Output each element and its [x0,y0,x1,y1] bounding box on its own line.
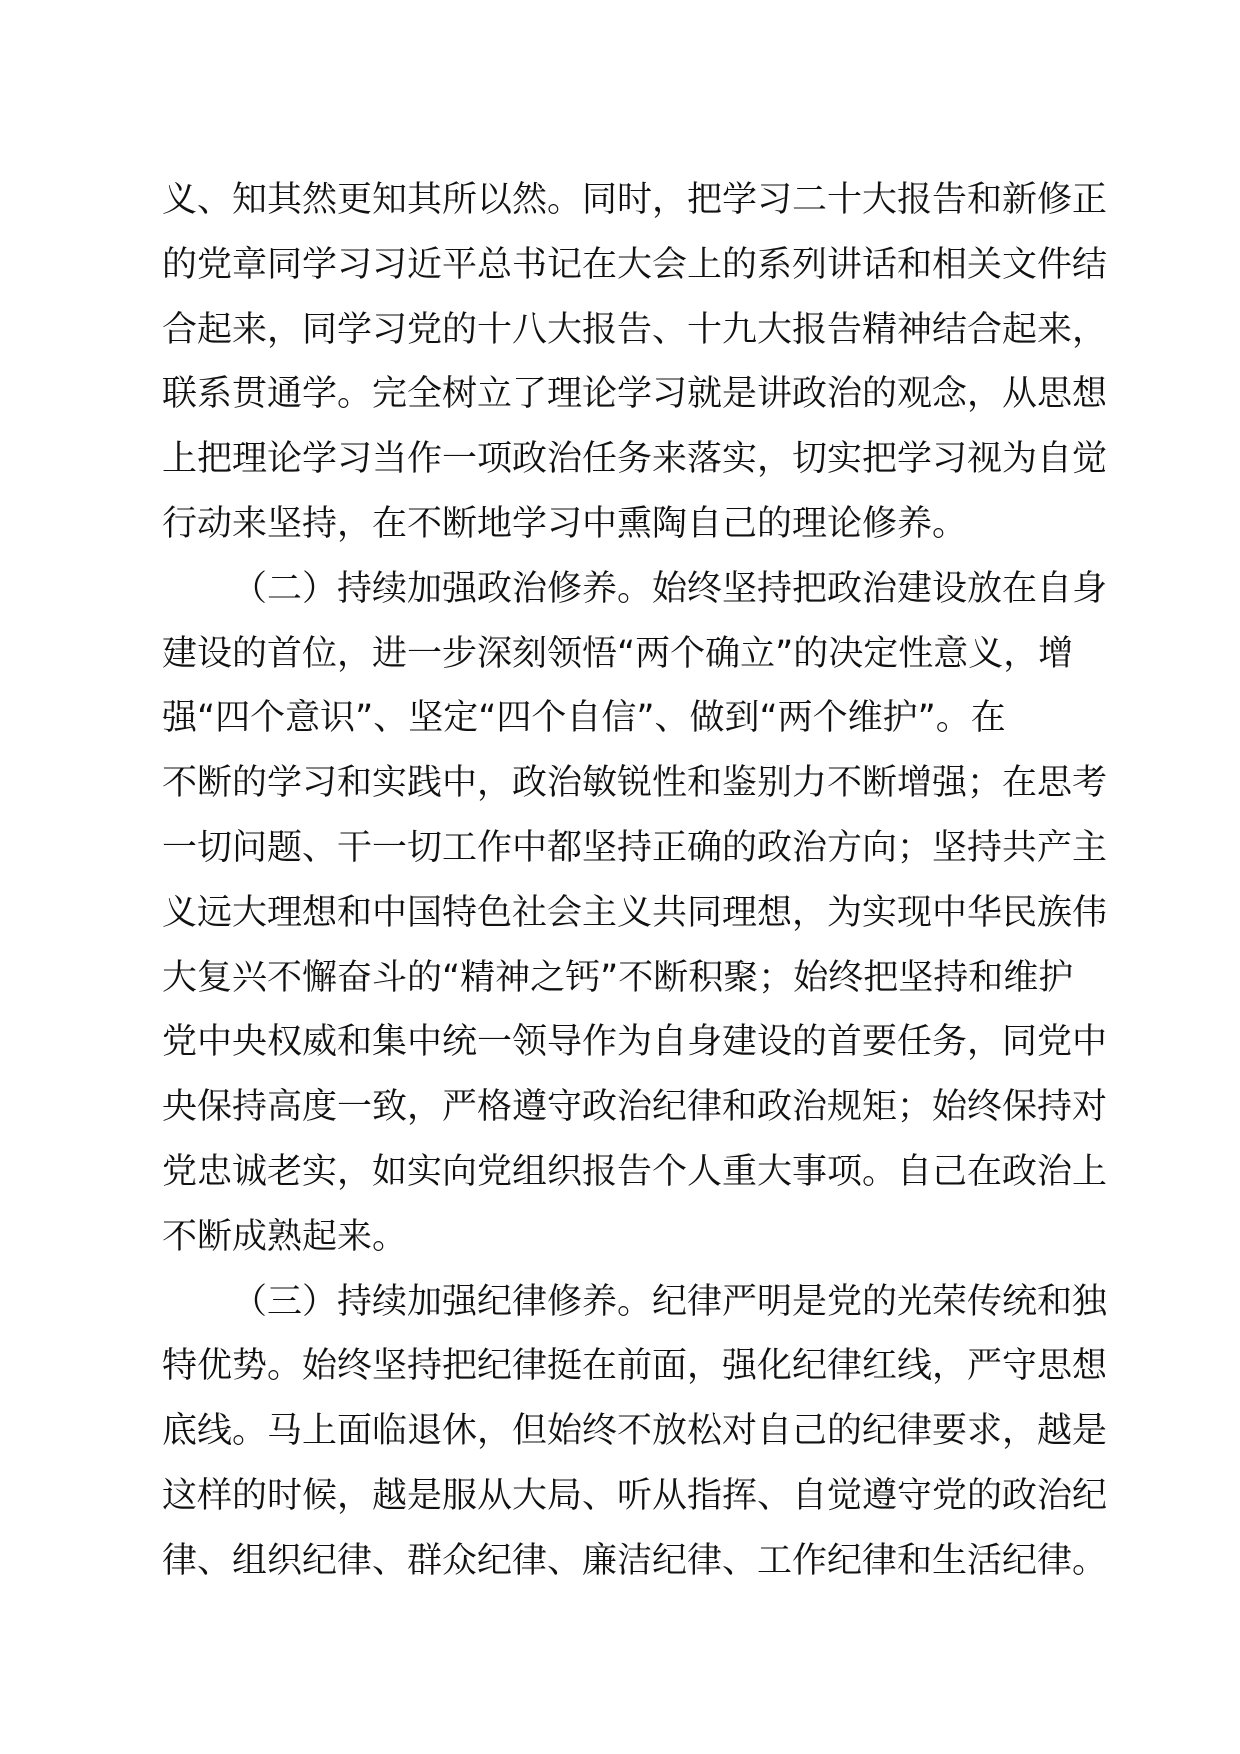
text-line: 特优势。始终坚持把纪律挺在前面，强化纪律红线，严守思想 [162,1346,1108,1387]
body-text [162,168,1108,1594]
text-line: 底线。马上面临退休，但始终不放松对自己的纪律要求，越是 [162,1411,1108,1452]
text-line: 上把理论学习当作一项政治任务来落实，切实把学习视为自觉 [162,439,1108,480]
section-heading-line: （二）持续加强政治修养。始终坚持把政治建设放在自身 [232,568,1108,609]
text-line: 不断的学习和实践中，政治敏锐性和鉴别力不断增强；在思考 [162,763,1108,804]
text-line: 大复兴不懈奋斗的“精神之钙”不断积聚；始终把坚持和维护 [162,957,1074,998]
text-line: 这样的时候，越是服从大局、听从指挥、自觉遵守党的政治纪 [162,1475,1108,1516]
text-line: 义远大理想和中国特色社会主义共同理想，为实现中华民族伟 [162,892,1108,933]
text-line: 党忠诚老实，如实向党组织报告个人重大事项。自己在政治上 [162,1151,1108,1192]
text-line: 建设的首位，进一步深刻领悟“两个确立”的决定性意义，增 [162,633,1074,674]
text-line: 央保持高度一致，严格遵守政治纪律和政治规矩；始终保持对 [162,1087,1108,1128]
text-line: 联系贯通学。完全树立了理论学习就是讲政治的观念，从思想 [162,374,1108,415]
text-line: 行动来坚持，在不断地学习中熏陶自己的理论修养。 [162,503,968,544]
text-line: 强“四个意识”、坚定“四个自信”、做到“两个维护”。在 [162,698,1006,739]
text-line: 党中央权威和集中统一领导作为自身建设的首要任务，同党中 [162,1022,1108,1063]
text-line: 合起来，同学习党的十八大报告、十九大报告精神结合起来， [162,309,1108,350]
text-line: 不断成熟起来。 [162,1216,408,1257]
text-line: 一切问题、干一切工作中都坚持正确的政治方向；坚持共产主 [162,827,1108,868]
section-heading-line: （三）持续加强纪律修养。纪律严明是党的光荣传统和独 [232,1281,1108,1322]
text-line: 的党章同学习习近平总书记在大会上的系列讲话和相关文件结 [162,244,1108,285]
text-line: 律、组织纪律、群众纪律、廉洁纪律、工作纪律和生活纪律。 [162,1540,1108,1581]
text-line: 义、知其然更知其所以然。同时，把学习二十大报告和新修正 [162,180,1108,220]
